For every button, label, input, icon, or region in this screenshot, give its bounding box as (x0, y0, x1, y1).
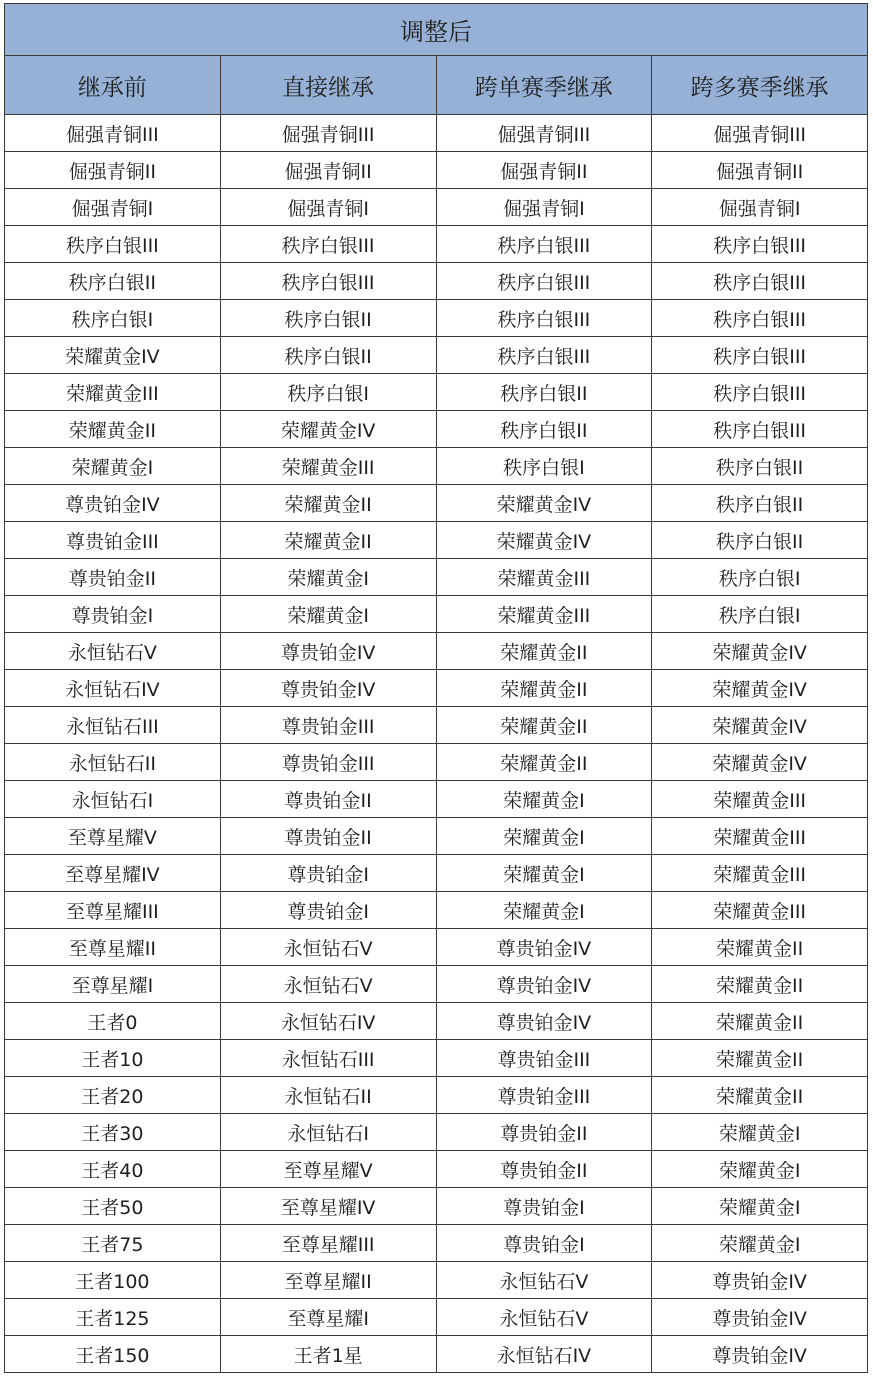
table-row (5, 485, 868, 522)
rank-before-cell: 王者40 (5, 1151, 221, 1188)
multi-season-cell: 倔强青铜II (652, 152, 868, 189)
rank-before-cell: 荣耀黄金IV (5, 337, 221, 374)
rank-before-cell: 倔强青铜I (5, 189, 221, 226)
table-row (5, 929, 868, 966)
multi-season-cell: 秩序白银III (652, 411, 868, 448)
multi-season-cell: 荣耀黄金IV (652, 707, 868, 744)
multi-season-cell: 荣耀黄金I (652, 1151, 868, 1188)
rank-before-cell: 尊贵铂金IV (5, 485, 221, 522)
rank-before-cell: 王者100 (5, 1262, 221, 1299)
direct-inherit-cell: 尊贵铂金IV (220, 670, 436, 707)
table-row (5, 448, 868, 485)
single-season-cell: 荣耀黄金I (436, 781, 652, 818)
multi-season-cell: 尊贵铂金IV (652, 1299, 868, 1336)
multi-season-cell: 秩序白银I (652, 559, 868, 596)
table-row (5, 189, 868, 226)
single-season-cell: 秩序白银I (436, 448, 652, 485)
table-row (5, 1151, 868, 1188)
rank-before-cell: 秩序白银I (5, 300, 221, 337)
single-season-cell: 荣耀黄金III (436, 596, 652, 633)
single-season-cell: 荣耀黄金I (436, 818, 652, 855)
multi-season-cell: 荣耀黄金II (652, 929, 868, 966)
multi-season-cell: 尊贵铂金IV (652, 1336, 868, 1373)
direct-inherit-cell: 荣耀黄金IV (220, 411, 436, 448)
direct-inherit-cell: 倔强青铜III (220, 115, 436, 152)
single-season-cell: 永恒钻石V (436, 1299, 652, 1336)
table-row (5, 1336, 868, 1373)
multi-season-cell: 倔强青铜I (652, 189, 868, 226)
single-season-cell: 尊贵铂金IV (436, 929, 652, 966)
single-season-cell: 荣耀黄金I (436, 892, 652, 929)
rank-before-cell: 尊贵铂金I (5, 596, 221, 633)
column-header-before: 继承前 (5, 56, 221, 115)
direct-inherit-cell: 尊贵铂金II (220, 818, 436, 855)
single-season-cell: 秩序白银III (436, 263, 652, 300)
title-row (5, 4, 868, 56)
multi-season-cell: 秩序白银III (652, 374, 868, 411)
direct-inherit-cell: 至尊星耀V (220, 1151, 436, 1188)
direct-inherit-cell: 尊贵铂金IV (220, 633, 436, 670)
table-row (5, 1040, 868, 1077)
single-season-cell: 倔强青铜I (436, 189, 652, 226)
table-row (5, 966, 868, 1003)
multi-season-cell: 秩序白银II (652, 448, 868, 485)
single-season-cell: 荣耀黄金II (436, 670, 652, 707)
direct-inherit-cell: 荣耀黄金II (220, 485, 436, 522)
rank-before-cell: 至尊星耀IV (5, 855, 221, 892)
direct-inherit-cell: 王者1星 (220, 1336, 436, 1373)
rank-before-cell: 秩序白银II (5, 263, 221, 300)
rank-before-cell: 王者150 (5, 1336, 221, 1373)
single-season-cell: 秩序白银III (436, 337, 652, 374)
rank-before-cell: 秩序白银III (5, 226, 221, 263)
table-row (5, 781, 868, 818)
single-season-cell: 荣耀黄金II (436, 633, 652, 670)
rank-before-cell: 永恒钻石IV (5, 670, 221, 707)
direct-inherit-cell: 至尊星耀IV (220, 1188, 436, 1225)
direct-inherit-cell: 永恒钻石I (220, 1114, 436, 1151)
single-season-cell: 尊贵铂金I (436, 1225, 652, 1262)
table-row (5, 559, 868, 596)
single-season-cell: 秩序白银III (436, 226, 652, 263)
table-row (5, 633, 868, 670)
table-row (5, 522, 868, 559)
direct-inherit-cell: 永恒钻石II (220, 1077, 436, 1114)
table-row (5, 1114, 868, 1151)
single-season-cell: 尊贵铂金II (436, 1151, 652, 1188)
direct-inherit-cell: 秩序白银III (220, 263, 436, 300)
table-row (5, 707, 868, 744)
table-title: 调整后 (5, 4, 868, 56)
table-row (5, 226, 868, 263)
direct-inherit-cell: 倔强青铜I (220, 189, 436, 226)
multi-season-cell: 荣耀黄金III (652, 781, 868, 818)
direct-inherit-cell: 荣耀黄金II (220, 522, 436, 559)
multi-season-cell: 荣耀黄金III (652, 892, 868, 929)
rank-before-cell: 倔强青铜III (5, 115, 221, 152)
single-season-cell: 尊贵铂金III (436, 1077, 652, 1114)
direct-inherit-cell: 秩序白银III (220, 226, 436, 263)
single-season-cell: 永恒钻石V (436, 1262, 652, 1299)
single-season-cell: 秩序白银II (436, 411, 652, 448)
direct-inherit-cell: 尊贵铂金I (220, 892, 436, 929)
multi-season-cell: 荣耀黄金II (652, 966, 868, 1003)
table-row (5, 892, 868, 929)
rank-before-cell: 荣耀黄金III (5, 374, 221, 411)
multi-season-cell: 秩序白银III (652, 226, 868, 263)
direct-inherit-cell: 秩序白银II (220, 337, 436, 374)
rank-inheritance-table (4, 3, 868, 1373)
table-row (5, 152, 868, 189)
single-season-cell: 尊贵铂金IV (436, 966, 652, 1003)
rank-before-cell: 尊贵铂金II (5, 559, 221, 596)
rank-before-cell: 尊贵铂金III (5, 522, 221, 559)
direct-inherit-cell: 永恒钻石V (220, 966, 436, 1003)
single-season-cell: 倔强青铜III (436, 115, 652, 152)
direct-inherit-cell: 永恒钻石III (220, 1040, 436, 1077)
direct-inherit-cell: 荣耀黄金I (220, 596, 436, 633)
rank-before-cell: 倔强青铜II (5, 152, 221, 189)
multi-season-cell: 秩序白银III (652, 300, 868, 337)
table-row (5, 818, 868, 855)
single-season-cell: 尊贵铂金III (436, 1040, 652, 1077)
table-row (5, 1225, 868, 1262)
table-row (5, 115, 868, 152)
table-row (5, 1077, 868, 1114)
table-row (5, 374, 868, 411)
rank-before-cell: 王者20 (5, 1077, 221, 1114)
table-row (5, 411, 868, 448)
rank-before-cell: 至尊星耀III (5, 892, 221, 929)
single-season-cell: 尊贵铂金II (436, 1114, 652, 1151)
single-season-cell: 荣耀黄金IV (436, 522, 652, 559)
multi-season-cell: 尊贵铂金IV (652, 1262, 868, 1299)
rank-before-cell: 王者75 (5, 1225, 221, 1262)
rank-before-cell: 王者10 (5, 1040, 221, 1077)
multi-season-cell: 荣耀黄金II (652, 1003, 868, 1040)
direct-inherit-cell: 永恒钻石V (220, 929, 436, 966)
direct-inherit-cell: 至尊星耀I (220, 1299, 436, 1336)
multi-season-cell: 荣耀黄金I (652, 1188, 868, 1225)
column-header-single-season: 跨单赛季继承 (436, 56, 652, 115)
column-header-direct: 直接继承 (220, 56, 436, 115)
multi-season-cell: 荣耀黄金II (652, 1077, 868, 1114)
multi-season-cell: 倔强青铜III (652, 115, 868, 152)
rank-before-cell: 王者50 (5, 1188, 221, 1225)
rank-before-cell: 永恒钻石I (5, 781, 221, 818)
direct-inherit-cell: 荣耀黄金I (220, 559, 436, 596)
table-row (5, 337, 868, 374)
rank-before-cell: 王者30 (5, 1114, 221, 1151)
multi-season-cell: 荣耀黄金IV (652, 670, 868, 707)
rank-before-cell: 王者0 (5, 1003, 221, 1040)
direct-inherit-cell: 尊贵铂金II (220, 781, 436, 818)
direct-inherit-cell: 尊贵铂金III (220, 744, 436, 781)
table-header (5, 4, 868, 115)
direct-inherit-cell: 尊贵铂金I (220, 855, 436, 892)
direct-inherit-cell: 永恒钻石IV (220, 1003, 436, 1040)
single-season-cell: 荣耀黄金III (436, 559, 652, 596)
table-body (5, 115, 868, 1373)
rank-before-cell: 至尊星耀V (5, 818, 221, 855)
multi-season-cell: 秩序白银II (652, 485, 868, 522)
single-season-cell: 荣耀黄金I (436, 855, 652, 892)
multi-season-cell: 荣耀黄金I (652, 1114, 868, 1151)
single-season-cell: 倔强青铜II (436, 152, 652, 189)
direct-inherit-cell: 秩序白银II (220, 300, 436, 337)
rank-before-cell: 荣耀黄金I (5, 448, 221, 485)
rank-before-cell: 永恒钻石III (5, 707, 221, 744)
single-season-cell: 永恒钻石IV (436, 1336, 652, 1373)
single-season-cell: 荣耀黄金II (436, 744, 652, 781)
table-row (5, 300, 868, 337)
single-season-cell: 荣耀黄金II (436, 707, 652, 744)
rank-before-cell: 荣耀黄金II (5, 411, 221, 448)
multi-season-cell: 秩序白银I (652, 596, 868, 633)
multi-season-cell: 荣耀黄金IV (652, 744, 868, 781)
multi-season-cell: 秩序白银III (652, 337, 868, 374)
rank-before-cell: 至尊星耀I (5, 966, 221, 1003)
single-season-cell: 荣耀黄金IV (436, 485, 652, 522)
direct-inherit-cell: 至尊星耀III (220, 1225, 436, 1262)
table-row (5, 263, 868, 300)
direct-inherit-cell: 荣耀黄金III (220, 448, 436, 485)
direct-inherit-cell: 尊贵铂金III (220, 707, 436, 744)
column-header-row (5, 56, 868, 115)
rank-before-cell: 永恒钻石II (5, 744, 221, 781)
direct-inherit-cell: 秩序白银I (220, 374, 436, 411)
table-row (5, 744, 868, 781)
table-row (5, 670, 868, 707)
multi-season-cell: 荣耀黄金I (652, 1225, 868, 1262)
multi-season-cell: 荣耀黄金II (652, 1040, 868, 1077)
table-row (5, 1299, 868, 1336)
table-row (5, 855, 868, 892)
table-row (5, 1188, 868, 1225)
direct-inherit-cell: 倔强青铜II (220, 152, 436, 189)
rank-before-cell: 王者125 (5, 1299, 221, 1336)
multi-season-cell: 秩序白银III (652, 263, 868, 300)
column-header-multi-season: 跨多赛季继承 (652, 56, 868, 115)
multi-season-cell: 荣耀黄金III (652, 818, 868, 855)
multi-season-cell: 荣耀黄金IV (652, 633, 868, 670)
single-season-cell: 尊贵铂金I (436, 1188, 652, 1225)
direct-inherit-cell: 至尊星耀II (220, 1262, 436, 1299)
single-season-cell: 尊贵铂金IV (436, 1003, 652, 1040)
multi-season-cell: 秩序白银II (652, 522, 868, 559)
rank-before-cell: 至尊星耀II (5, 929, 221, 966)
single-season-cell: 秩序白银II (436, 374, 652, 411)
table-row (5, 596, 868, 633)
table-row (5, 1262, 868, 1299)
rank-before-cell: 永恒钻石V (5, 633, 221, 670)
single-season-cell: 秩序白银III (436, 300, 652, 337)
table-row (5, 1003, 868, 1040)
multi-season-cell: 荣耀黄金III (652, 855, 868, 892)
